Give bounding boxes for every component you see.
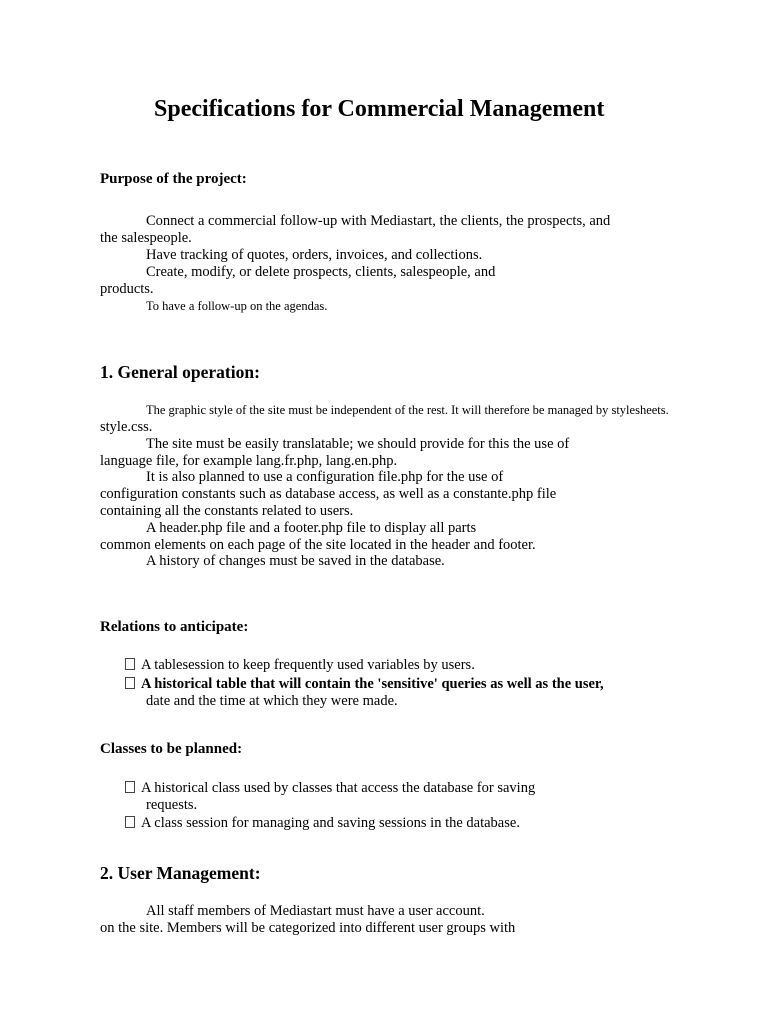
section-heading-user-management: 2. User Management:: [100, 863, 261, 883]
paragraph-line: A header.php file and a footer.php file to display all parts: [146, 520, 477, 536]
paragraph-line: containing all the constants related to users.: [100, 503, 354, 519]
list-item-continuation: requests.: [146, 797, 198, 813]
section-heading-general-operation: 1. General operation:: [100, 362, 260, 382]
list-item-continuation: date and the time at which they were made.: [146, 693, 398, 709]
paragraph-line: on the site. Members will be categorized into different user groups with: [100, 920, 516, 936]
paragraph-line: To have a follow-up on the agendas.: [146, 299, 328, 313]
paragraph-line: All staff members of Mediastart must have a user account.: [146, 903, 485, 919]
paragraph-line: The graphic style of the site must be independent of the rest. It will therefore be managed by stylesheets.: [146, 403, 669, 417]
list-item-text: A historical class used by classes that access the database for saving: [141, 780, 536, 796]
section-heading-relations: Relations to anticipate:: [100, 619, 249, 635]
list-item: [125, 657, 475, 674]
section-heading-classes: Classes to be planned:: [100, 741, 243, 757]
checkbox-bullet-icon: [125, 816, 135, 828]
page-title: Specifications for Commercial Management: [154, 96, 605, 122]
list-item: [125, 676, 604, 693]
paragraph-line: Have tracking of quotes, orders, invoices, and collections.: [146, 247, 483, 263]
section-heading-purpose: Purpose of the project:: [100, 171, 247, 187]
checkbox-bullet-icon: [125, 658, 135, 670]
paragraph-line: It is also planned to use a configuration file.php for the use of: [146, 469, 504, 485]
list-item: [125, 780, 535, 797]
list-item: [125, 815, 520, 832]
list-item-text: A class session for managing and saving sessions in the database.: [141, 815, 520, 831]
paragraph-line: the salespeople.: [100, 230, 192, 246]
paragraph-line: language file, for example lang.fr.php, lang.en.php.: [100, 453, 398, 469]
paragraph-line: The site must be easily translatable; we should provide for this the use of: [146, 436, 570, 452]
checkbox-bullet-icon: [125, 781, 135, 793]
paragraph-line: A history of changes must be saved in the database.: [146, 553, 445, 569]
paragraph-line: style.css.: [100, 419, 153, 435]
checkbox-bullet-icon: [125, 677, 135, 689]
list-item-text: A historical table that will contain the 'sensitive' queries as well as the user,: [141, 676, 604, 692]
paragraph-line: configuration constants such as database access, as well as a constante.php file: [100, 486, 557, 502]
paragraph-line: common elements on each page of the site located in the header and footer.: [100, 537, 536, 553]
list-item-text: A tablesession to keep frequently used variables by users.: [141, 657, 475, 673]
paragraph-line: Connect a commercial follow-up with Mediastart, the clients, the prospects, and: [146, 213, 611, 229]
paragraph-line: products.: [100, 281, 154, 297]
paragraph-line: Create, modify, or delete prospects, clients, salespeople, and: [146, 264, 496, 280]
